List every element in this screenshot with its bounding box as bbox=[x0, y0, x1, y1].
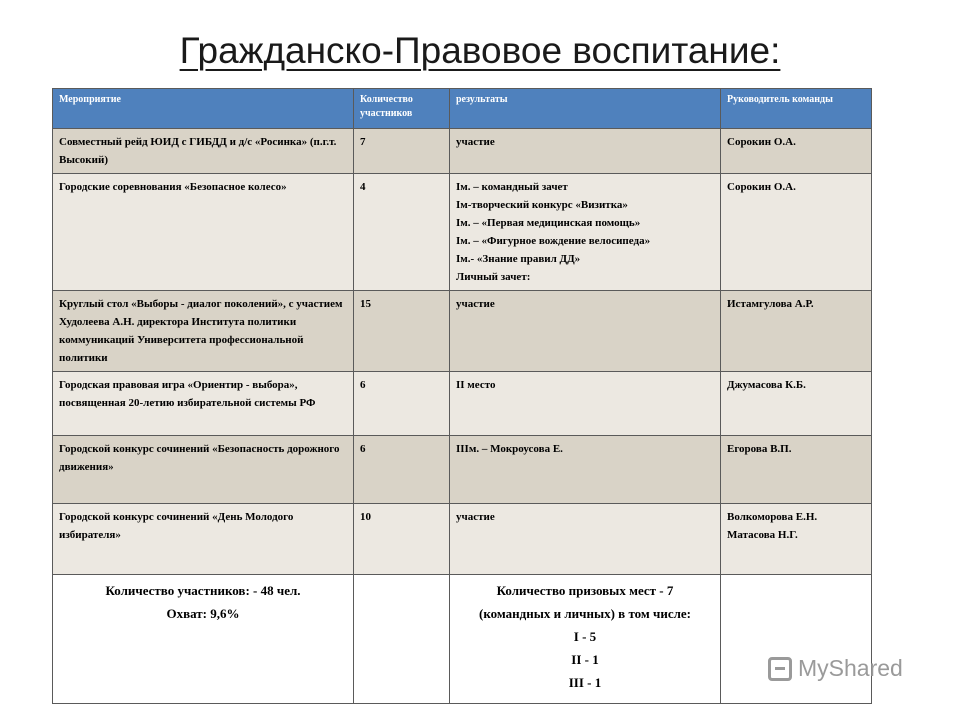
header-results: результаты bbox=[450, 89, 721, 129]
events-table bbox=[52, 88, 872, 704]
result-line: Iм. – «Фигурное вождение велосипеда» bbox=[456, 235, 651, 247]
prizes-line: III - 1 bbox=[568, 675, 602, 690]
table-row bbox=[53, 291, 872, 372]
result-line: Iм. – командный зачет bbox=[456, 181, 568, 193]
cell-event: Совместный рейд ЮИД с ГИБДД и д/с «Росинка» (п.г.т. Высокий) bbox=[53, 129, 354, 174]
participants-total: Количество участников: - 48 чел. bbox=[105, 583, 301, 598]
logo-icon bbox=[768, 657, 792, 681]
table-row bbox=[53, 436, 872, 504]
cell-count: 6 bbox=[354, 436, 450, 504]
result-line: участие bbox=[456, 511, 495, 523]
page-title: Гражданско-Правовое воспитание: bbox=[179, 30, 781, 71]
summary-row bbox=[53, 575, 872, 704]
leader-line: Сорокин О.А. bbox=[727, 181, 796, 193]
table-row bbox=[53, 504, 872, 575]
leader-line: Волкоморова Е.Н. bbox=[727, 511, 818, 523]
cell-count: 15 bbox=[354, 291, 450, 372]
cell-results bbox=[450, 129, 721, 174]
cell-leader bbox=[721, 129, 872, 174]
leader-line: Сорокин О.А. bbox=[727, 136, 796, 148]
result-line: Iм-творческий конкурс «Визитка» bbox=[456, 199, 628, 211]
watermark bbox=[768, 655, 903, 682]
summary-empty-cell bbox=[354, 575, 450, 704]
result-line: Личный зачет: bbox=[456, 271, 531, 283]
table-header-row bbox=[53, 89, 872, 129]
cell-count: 4 bbox=[354, 174, 450, 291]
header-leader: Руководитель команды bbox=[721, 89, 872, 129]
cell-event: Городские соревнования «Безопасное колесо» bbox=[53, 174, 354, 291]
prizes-line: I - 5 bbox=[573, 629, 597, 644]
result-line: IIIм. – Мокроусова Е. bbox=[456, 443, 563, 455]
prizes-line: II - 1 bbox=[571, 652, 599, 667]
table-row bbox=[53, 129, 872, 174]
table-row bbox=[53, 174, 872, 291]
leader-line: Егорова В.П. bbox=[727, 443, 792, 455]
cell-leader bbox=[721, 291, 872, 372]
summary-prizes-cell bbox=[450, 575, 721, 704]
header-count: Количество участников bbox=[354, 89, 450, 129]
cell-results bbox=[450, 291, 721, 372]
result-line: участие bbox=[456, 298, 495, 310]
cell-leader bbox=[721, 372, 872, 436]
cell-results bbox=[450, 436, 721, 504]
cell-event: Городская правовая игра «Ориентир - выбора», посвященная 20-летию избирательной системы РФ bbox=[53, 372, 354, 436]
cell-count: 6 bbox=[354, 372, 450, 436]
cell-leader bbox=[721, 174, 872, 291]
summary-empty-cell bbox=[721, 575, 872, 704]
table-row bbox=[53, 372, 872, 436]
prizes-line: Количество призовых мест - 7 bbox=[496, 583, 674, 598]
watermark-text: MyShared bbox=[798, 655, 903, 681]
result-line: Iм. – «Первая медицинская помощь» bbox=[456, 217, 641, 229]
leader-line: Джумасова К.Б. bbox=[727, 379, 806, 391]
leader-line: Истамгулова А.Р. bbox=[727, 298, 814, 310]
coverage-value: Охват: 9,6% bbox=[166, 606, 240, 621]
leader-line: Матасова Н.Г. bbox=[727, 529, 798, 541]
header-event: Мероприятие bbox=[53, 89, 354, 129]
cell-count: 10 bbox=[354, 504, 450, 575]
result-line: Iм.- «Знание правил ДД» bbox=[456, 253, 581, 265]
cell-event: Городской конкурс сочинений «День Молодого избирателя» bbox=[53, 504, 354, 575]
cell-results bbox=[450, 174, 721, 291]
cell-count: 7 bbox=[354, 129, 450, 174]
result-line: участие bbox=[456, 136, 495, 148]
summary-participants-cell bbox=[53, 575, 354, 704]
cell-leader bbox=[721, 504, 872, 575]
cell-event: Городской конкурс сочинений «Безопасность дорожного движения» bbox=[53, 436, 354, 504]
cell-results bbox=[450, 504, 721, 575]
cell-leader bbox=[721, 436, 872, 504]
cell-event: Круглый стол «Выборы - диалог поколений», с участием Худолеева А.Н. директора Института политики коммуникаций Университета профессиональной политики bbox=[53, 291, 354, 372]
cell-results bbox=[450, 372, 721, 436]
result-line: II место bbox=[456, 379, 496, 391]
prizes-line: (командных и личных) в том числе: bbox=[478, 606, 692, 621]
